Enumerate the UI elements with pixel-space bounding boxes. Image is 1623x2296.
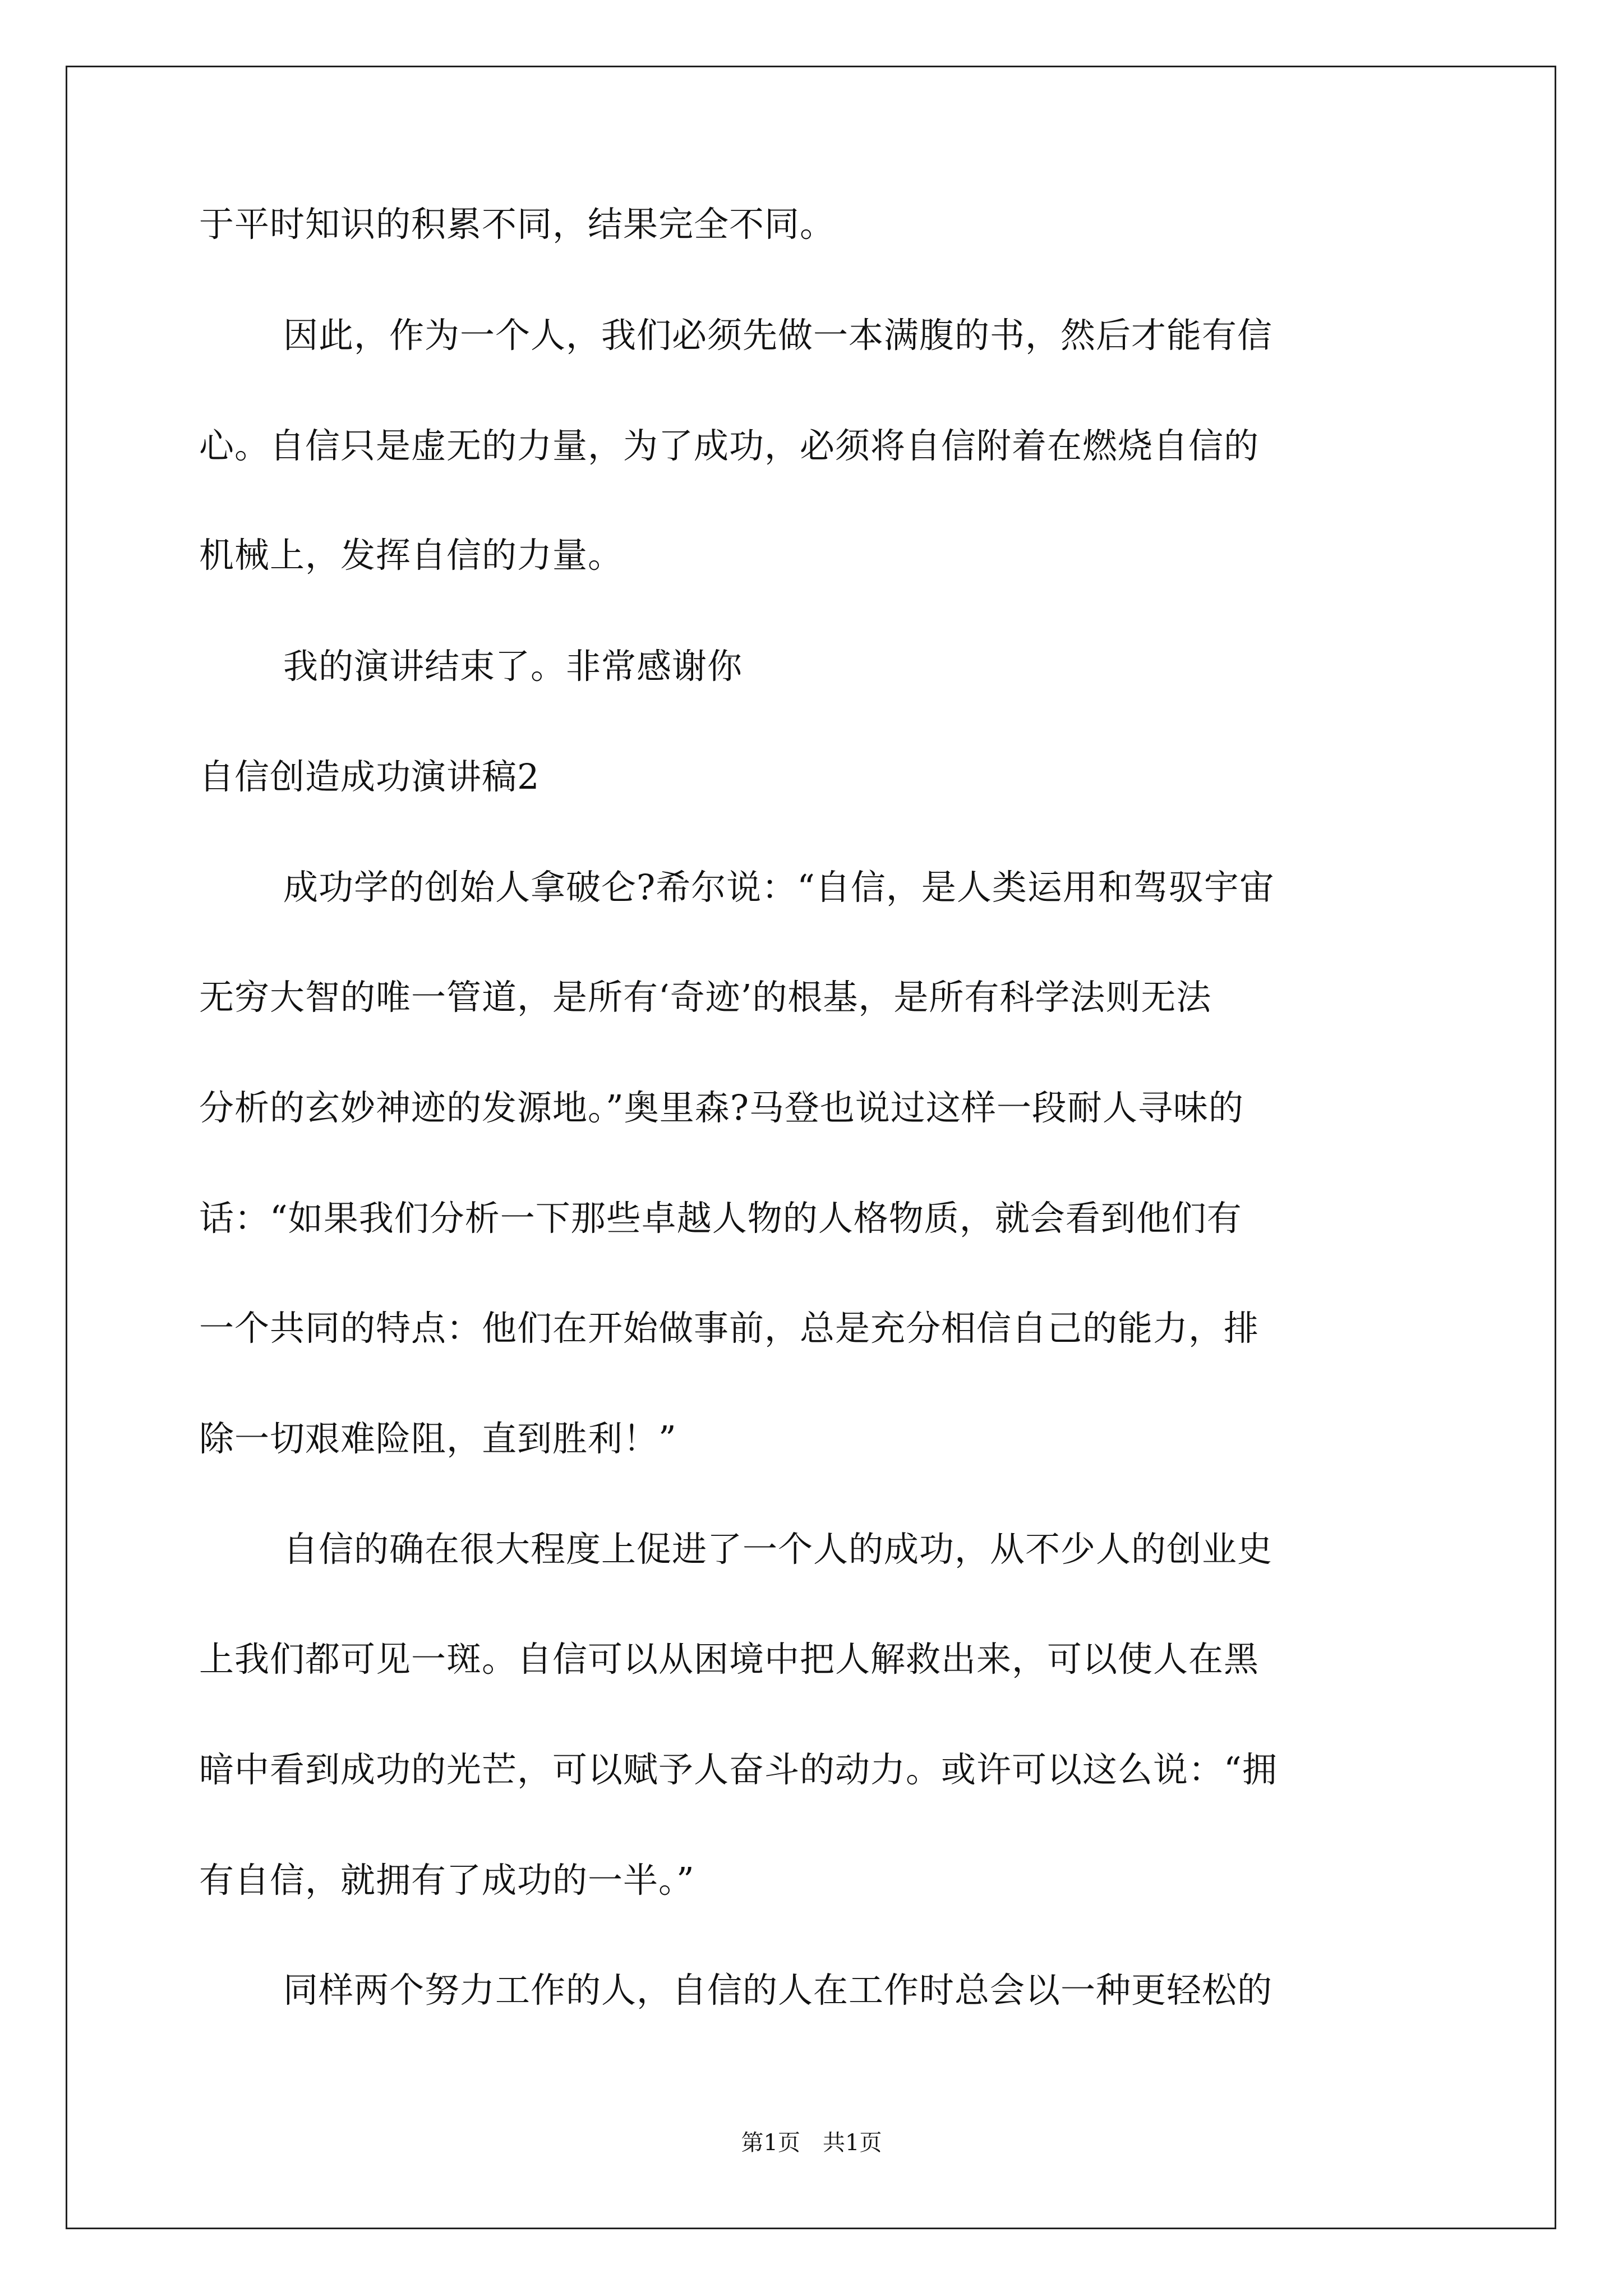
text-line: 有自信，就拥有了成功的一半。” [199,1860,695,1901]
text-line: 心。自信只是虚无的力量，为了成功，必须将自信附着在燃烧自信的 [199,425,1260,466]
text-line: 机械上，发挥自信的力量。 [199,535,624,576]
text-line: 同样两个努力工作的人，自信的人在工作时总会以一种更轻松的 [283,1970,1273,2010]
text-line: 上我们都可见一斑。自信可以从困境中把人解救出来，可以使人在黑 [199,1639,1260,1680]
text-line: 无穷大智的唯一管道，是所有‘奇迹’的根基，是所有科学法则无法 [199,977,1212,1018]
text-line: 话：“如果我们分析一下那些卓越人物的人格物质，就会看到他们有 [199,1198,1242,1239]
text-line: 自信的确在很大程度上促进了一个人的成功，从不少人的创业史 [283,1529,1273,1570]
text-line: 因此，作为一个人，我们必须先做一本满腹的书，然后才能有信 [283,315,1273,356]
section-heading: 自信创造成功演讲稿2 [199,756,540,797]
page-border [66,66,1556,2229]
text-line: 分析的玄妙神迹的发源地。”奥里森?马登也说过这样一段耐人寻味的 [199,1087,1244,1128]
text-line: 一个共同的特点：他们在开始做事前，总是充分相信自己的能力，排 [199,1308,1260,1349]
text-line: 成功学的创始人拿破仑?希尔说：“自信，是人类运用和驾驭宇宙 [283,867,1275,908]
text-line: 于平时知识的积累不同，结果完全不同。 [199,204,836,245]
text-line: 除一切艰难险阻，直到胜利！” [199,1418,677,1459]
text-line: 暗中看到成功的光芒，可以赋予人奋斗的动力。或许可以这么说：“拥 [199,1749,1278,1790]
page-number-footer: 第1页 共1页 [741,2130,882,2156]
text-line: 我的演讲结束了。非常感谢你 [283,646,743,687]
